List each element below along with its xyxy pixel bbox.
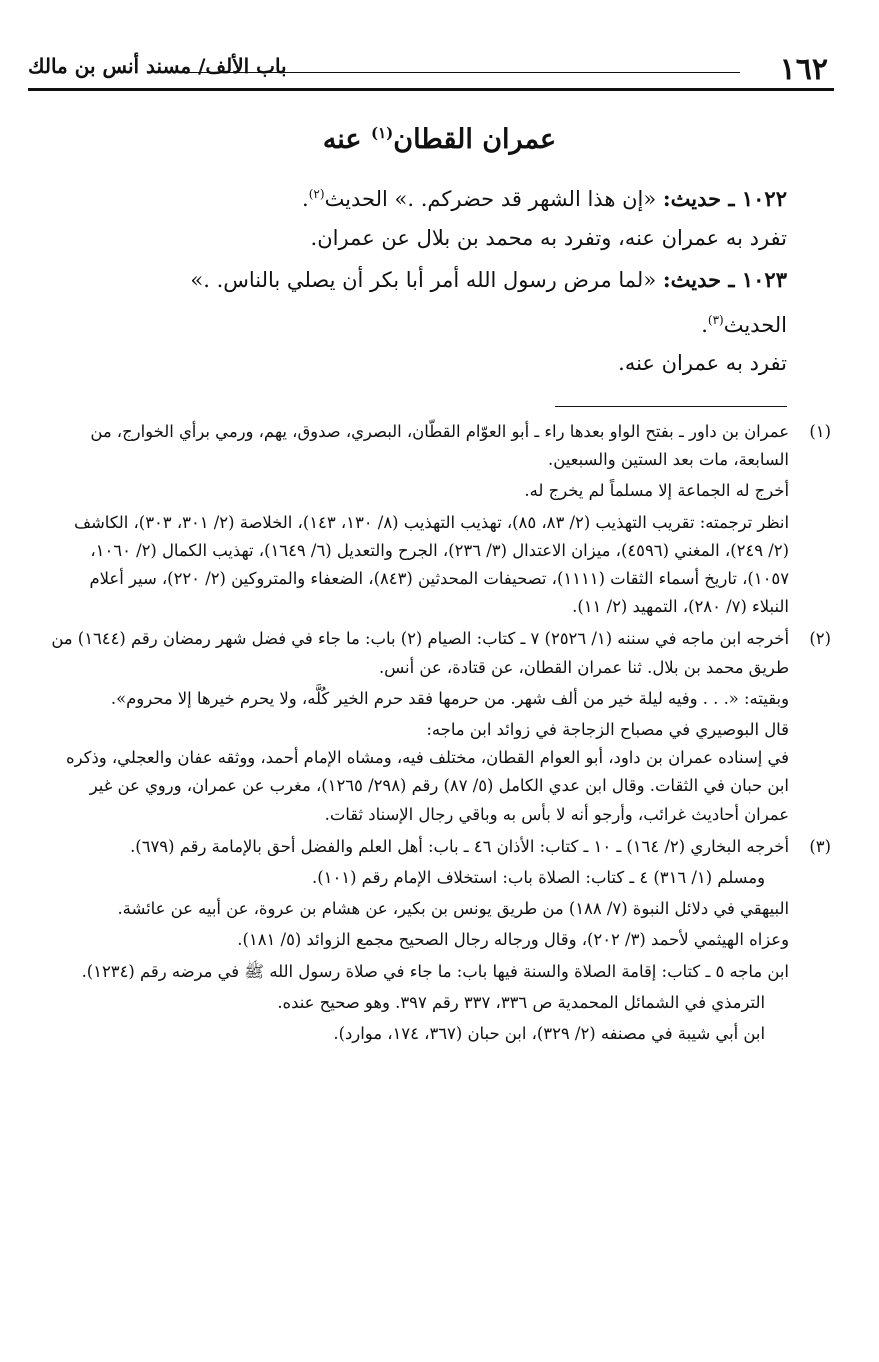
footnote-2 <box>50 625 831 828</box>
footnote-paragraph: البيهقي في دلائل النبوة (٧/ ١٨٨) من طريق يونس بن بكير، عن هشام بن عروة، عن أبيه عن عائشة. <box>117 899 789 919</box>
footnote-paragraph: انظر ترجمته: تقريب التهذيب (٢/ ٨٣، ٨٥)، تهذيب التهذيب (٨/ ١٣٠، ١٤٣)، الخلاصة (٢/ ٣٠١، ٣٠٣)، الكاشف (٢/ ٢٤٩)، المغني (٤٥٩٦)، ميزان الاعتدال (٣/ ٢٣٦)، الجرح والتعديل (٦/ ١٦٤٩)، تهذيب الكمال (٢/ ١٠٦٠، ١٠٥٧)، تاريخ أسماء الثقات (١١١١)، تصحيفات المحدثين (٨٤٣)، الضعفاء والمتروكين (٢/ ٢٢٠)، سير أعلام النبلاء (٧/ ٢٨٠)، التمهيد (٢/ ١١). <box>74 512 789 617</box>
section-title <box>0 124 879 155</box>
footnote-number: (٣) <box>809 836 831 856</box>
footnote-paragraph: وبقيته: «. . . وفيه ليلة خير من ألف شهر. من حرمها فقد حرم الخير كُلَّه، ولا يحرم خيرها إلا محروم». <box>110 688 789 708</box>
footnote-paragraph: في إسناده عمران بن داود، أبو العوام القطان، مختلف فيه، ومشاه الإمام أحمد، ووثقه عفان والعجلي، وذكره ابن حبان في الثقات. وقال ابن عدي الكامل (٥/ ٨٧) رقم (٢٩٨/ ١٢٦٥)، مغرب عن عمران، وروي عن غير عمران أحاديث غرائب، وأرجو أنه لا بأس به وباقي رجال الإسناد ثقات. <box>66 748 789 824</box>
footnote-paragraph: أخرجه البخاري (٢/ ١٦٤) ـ ١٠ ـ كتاب: الأذان ٤٦ ـ باب: أهل العلم والفضل أحق بالإمامة رقم (٦٧٩). <box>130 836 789 856</box>
hadith-text: «لما مرض رسول الله أمر أبا بكر أن يصلي بالناس. .» <box>190 268 657 292</box>
footnote-1 <box>50 418 831 621</box>
section-title-suffix: عنه <box>322 124 362 155</box>
section-title-name: عمران القطان <box>393 124 557 155</box>
hadith-1022-note: تفرد به عمران عنه، وتفرد به محمد بن بلال عن عمران. <box>310 226 787 250</box>
page-number: ١٦٢ <box>779 52 828 87</box>
footnote-paragraph: ومسلم (١/ ٣١٦) ٤ ـ كتاب: الصلاة باب: استخلاف الإمام رقم (١٠١). <box>312 868 765 888</box>
footnote-3 <box>50 833 831 1048</box>
footnotes <box>50 418 831 1052</box>
hadith-1023-continued <box>44 302 787 343</box>
footnote-ref: (٣) <box>707 313 724 327</box>
footnote-paragraph: ابن ماجه ٥ ـ كتاب: إقامة الصلاة والسنة فيها باب: ما جاء في صلاة رسول الله ﷺ في مرضه رقم (١٢٣٤). <box>81 961 789 981</box>
footnote-separator <box>555 406 787 407</box>
hadith-end: . <box>701 313 708 337</box>
hadith-text: «إن هذا الشهر قد حضركم. .» الحديث <box>324 187 657 211</box>
footnote-number: (٢) <box>809 629 831 649</box>
footnote-ref: (٢) <box>308 187 325 201</box>
hadith-label: ١٠٢٢ ـ حديث: <box>662 186 787 211</box>
hadith-1023-note: تفرد به عمران عنه. <box>618 351 787 375</box>
hadith-1022 <box>44 176 787 217</box>
footnote-paragraph: قال البوصيري في مصباح الزجاجة في زوائد ابن ماجه: <box>426 720 789 740</box>
hadith-1023 <box>44 262 787 298</box>
footnote-number: (١) <box>809 422 831 441</box>
running-header <box>28 48 828 92</box>
hadith-text: الحديث <box>723 313 787 337</box>
hadith-label: ١٠٢٣ ـ حديث: <box>662 267 787 292</box>
running-title: باب الألف/ مسند أنس بن مالك <box>28 54 287 78</box>
footnote-paragraph: وعزاه الهيثمي لأحمد (٣/ ٢٠٢)، وقال ورجاله رجال الصحيح مجمع الزوائد (٥/ ١٨١). <box>237 930 789 950</box>
footnote-paragraph: الترمذي في الشمائل المحمدية ص ٣٣٦، ٣٣٧ رقم ٣٩٧. وهو صحيح عنده. <box>277 992 765 1012</box>
footnote-paragraph: أخرج له الجماعة إلا مسلماً لم يخرج له. <box>524 481 789 501</box>
hadith-end: . <box>302 187 309 211</box>
footnote-paragraph: ابن أبي شيبة في مصنفه (٢/ ٣٢٩)، ابن حبان (٣٦٧، ١٧٤، موارد). <box>333 1024 765 1044</box>
footnote-paragraph: عمران بن داور ـ بفتح الواو بعدها راء ـ أبو العوّام القطّان، البصري، صدوق، يهم، ورمي برأي الخوارج، من السابعة، مات بعد الستين والسبعين. <box>90 422 789 470</box>
footnote-paragraph: أخرجه ابن ماجه في سننه (١/ ٢٥٢٦) ٧ ـ كتاب: الصيام (٢) باب: ما جاء في فضل شهر رمضان رقم (١٦٤٤) من طريق محمد بن بلال. ثنا عمران القطان، عن قتادة، عن أنس. <box>51 629 789 677</box>
header-rule <box>28 88 834 91</box>
section-title-ref: (١) <box>370 124 394 142</box>
